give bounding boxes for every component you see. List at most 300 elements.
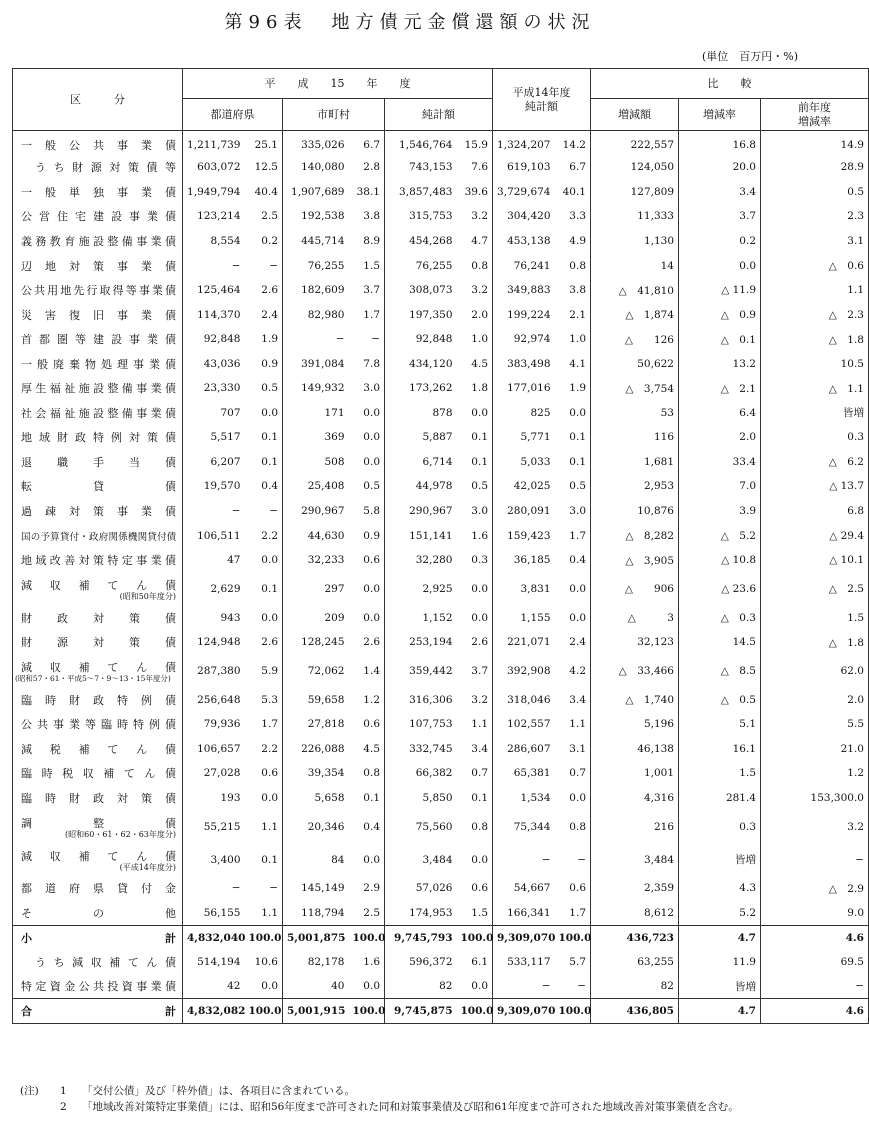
cell-h14: 392,908 [507, 664, 551, 677]
cell-mp: 0.0 [349, 450, 385, 475]
cell-muni: 445,714 [301, 234, 345, 247]
table-row [13, 572, 869, 605]
table-row [13, 974, 869, 999]
table-row [13, 548, 869, 573]
note-number: 2 [60, 1101, 67, 1113]
cell-prev: 1.2 [761, 761, 869, 786]
cell-hp: 4.1 [555, 351, 591, 376]
cell-mp: 2.5 [349, 901, 385, 926]
cell-np: 1.5 [457, 901, 493, 926]
cell-hp: 0.8 [555, 810, 591, 843]
row-label [13, 180, 183, 205]
cell-net: 596,372 [409, 956, 453, 969]
cell-rate: 3.4 [679, 180, 761, 205]
cell-rate: △ 0.3 [679, 605, 761, 630]
cell-np: 3.2 [457, 204, 493, 229]
cell-muni: 1,907,689 [291, 185, 345, 198]
cell-pref: − [231, 259, 241, 272]
cell-np: 2.6 [457, 630, 493, 655]
cell-pp: 0.5 [245, 376, 283, 401]
cell-hp: 14.2 [555, 131, 591, 156]
row-label [13, 605, 183, 630]
cell-muni: 5,658 [314, 791, 345, 804]
cell-hp: 0.0 [555, 401, 591, 426]
cell-net: 9,745,793 [385, 925, 457, 950]
cell-hp: 1.0 [555, 327, 591, 352]
row-label-text: 過疎対策事業債 [21, 504, 176, 518]
cell-np: 39.6 [457, 180, 493, 205]
cell-rate: 0.2 [679, 229, 761, 254]
cell-np: 3.2 [457, 278, 493, 303]
cell-chg: △ 126 [591, 327, 679, 352]
cell-net: 75,560 [415, 820, 453, 833]
row-label [13, 712, 183, 737]
table-row [13, 180, 869, 205]
row-label [13, 687, 183, 712]
cell-rate: 1.5 [679, 761, 761, 786]
cell-pref: 106,657 [197, 742, 241, 755]
cell-net: 316,306 [409, 693, 453, 706]
table-row [13, 131, 869, 156]
notes-mark: (注) [20, 1085, 39, 1097]
cell-h14: 318,046 [507, 693, 551, 706]
cell-hp: 3.1 [555, 737, 591, 762]
cell-hp: 6.7 [555, 155, 591, 180]
cell-mp: 7.8 [349, 351, 385, 376]
cell-chg: 116 [591, 425, 679, 450]
table-row [13, 523, 869, 548]
cell-h14: 76,241 [513, 259, 551, 272]
cell-np: 6.1 [457, 950, 493, 975]
row-label-text: うち財源対策債等 [35, 161, 176, 175]
row-label-text: 辺地対策事業債 [21, 259, 176, 273]
cell-h14: 75,344 [513, 820, 551, 833]
cell-pp: 0.0 [245, 974, 283, 999]
cell-prev: △ 10.1 [761, 548, 869, 573]
cell-rate: 4.7 [679, 999, 761, 1024]
cell-muni: 25,408 [307, 480, 345, 493]
cell-net: 32,280 [415, 554, 453, 567]
cell-np: 100.0 [457, 925, 493, 950]
cell-chg: 53 [591, 401, 679, 426]
cell-net: 2,925 [422, 582, 453, 595]
cell-prev: 皆増 [761, 401, 869, 426]
cell-chg: △ 8,282 [591, 523, 679, 548]
row-label [13, 654, 183, 687]
cell-h14: 3,729,674 [497, 185, 551, 198]
table-row [13, 901, 869, 926]
cell-pp: 2.6 [245, 630, 283, 655]
cell-prev: 1.5 [761, 605, 869, 630]
cell-h14: 280,091 [507, 504, 551, 517]
cell-pp: 1.1 [245, 810, 283, 843]
cell-mp: 1.5 [349, 253, 385, 278]
cell-muni: 182,609 [301, 284, 345, 297]
row-sublabel: (昭和57・61・平成5〜7・9〜13・15年度分) [15, 674, 171, 684]
repayment-table [12, 68, 869, 1024]
row-label-text: 国の予算貸付・政府関係機関貸付債 [21, 531, 176, 543]
cell-h14: 453,138 [507, 234, 551, 247]
cell-np: 3.2 [457, 687, 493, 712]
cell-net: 44,978 [415, 480, 453, 493]
cell-pp: 0.1 [245, 572, 283, 605]
row-label [13, 131, 183, 156]
cell-prev: 6.8 [761, 499, 869, 524]
cell-h14: 221,071 [507, 636, 551, 649]
row-label-text: 義務教育施設整備事業債 [21, 234, 176, 248]
cell-np: 0.8 [457, 810, 493, 843]
cell-mp: 0.6 [349, 548, 385, 573]
cell-net: 9,745,875 [385, 999, 457, 1024]
cell-hp: 1.1 [555, 712, 591, 737]
cell-muni: 171 [324, 406, 345, 419]
row-label [13, 843, 183, 876]
cell-mp: 38.1 [349, 180, 385, 205]
cell-np: 0.8 [457, 253, 493, 278]
row-label-text: 減収補てん債 [21, 849, 176, 863]
row-label [13, 278, 183, 303]
cell-pref: 92,848 [203, 333, 241, 346]
cell-chg: 82 [591, 974, 679, 999]
cell-hp: 0.4 [555, 548, 591, 573]
cell-hp: 1.9 [555, 376, 591, 401]
cell-net: 66,382 [415, 767, 453, 780]
cell-pref: 123,214 [197, 210, 241, 223]
cell-net: 454,268 [409, 234, 453, 247]
cell-h14: 1,324,207 [497, 139, 551, 152]
cell-net: 151,141 [409, 529, 453, 542]
row-label-text: 厚生福祉施設整備事業債 [21, 382, 176, 396]
cell-h14: 42,025 [513, 480, 551, 493]
cell-pp: 2.6 [245, 278, 283, 303]
row-label [13, 572, 183, 605]
cell-muni: 297 [324, 582, 345, 595]
cell-pp: 1.9 [245, 327, 283, 352]
cell-rate: 281.4 [679, 786, 761, 811]
table-row [13, 687, 869, 712]
header-municipality: 市町村 [283, 99, 385, 131]
cell-mp: 0.1 [349, 786, 385, 811]
row-label [13, 630, 183, 655]
cell-pp: 0.1 [245, 425, 283, 450]
table-row [13, 876, 869, 901]
cell-muni: 335,026 [301, 139, 345, 152]
cell-pref: 1,211,739 [187, 139, 241, 152]
cell-chg: 1,130 [591, 229, 679, 254]
cell-prev: 0.5 [761, 180, 869, 205]
cell-hp: 1.7 [555, 523, 591, 548]
cell-chg: △ 3,905 [591, 548, 679, 573]
cell-pp: 0.4 [245, 474, 283, 499]
cell-pref: 3,400 [210, 853, 241, 866]
cell-chg: 124,050 [591, 155, 679, 180]
table-row [13, 786, 869, 811]
row-label-text: 小計 [21, 931, 176, 945]
cell-np: 0.1 [457, 786, 493, 811]
cell-net: 253,194 [409, 636, 453, 649]
cell-prev: 5.5 [761, 712, 869, 737]
cell-chg: 216 [591, 810, 679, 843]
cell-pp: 25.1 [245, 131, 283, 156]
cell-mp: 1.7 [349, 302, 385, 327]
cell-pref: 4,832,040 [183, 925, 245, 950]
cell-muni: 290,967 [301, 504, 345, 517]
cell-chg: 32,123 [591, 630, 679, 655]
cell-muni: 118,794 [301, 906, 345, 919]
cell-net: 92,848 [415, 333, 453, 346]
cell-chg: 4,316 [591, 786, 679, 811]
cell-muni: 5,001,915 [283, 999, 349, 1024]
row-label-text: 転貸債 [21, 480, 176, 494]
cell-rate: 0.3 [679, 810, 761, 843]
cell-rate: 7.0 [679, 474, 761, 499]
cell-hp: 0.5 [555, 474, 591, 499]
cell-pref: 19,570 [203, 480, 241, 493]
cell-pref: 707 [220, 406, 241, 419]
cell-hp: 2.1 [555, 302, 591, 327]
cell-net: 1,152 [422, 611, 453, 624]
row-label-text: 公営住宅建設事業債 [21, 210, 176, 224]
cell-mp: 8.9 [349, 229, 385, 254]
row-label-text: 社会福祉施設整備事業債 [21, 406, 176, 420]
cell-chg: 46,138 [591, 737, 679, 762]
cell-prev: △ 0.6 [761, 253, 869, 278]
cell-hp: 100.0 [555, 925, 591, 950]
cell-pref: − [231, 882, 241, 895]
cell-chg: 1,001 [591, 761, 679, 786]
row-sublabel: (昭和50年度分) [119, 591, 176, 601]
cell-h14: 5,033 [520, 455, 551, 468]
cell-h14: 177,016 [507, 382, 551, 395]
cell-rate: △ 10.8 [679, 548, 761, 573]
row-label [13, 474, 183, 499]
cell-muni: 82,178 [307, 956, 345, 969]
cell-prev: 62.0 [761, 654, 869, 687]
cell-h14: 286,607 [507, 742, 551, 755]
cell-prev: 153,300.0 [761, 786, 869, 811]
cell-rate: 皆増 [679, 843, 761, 876]
cell-mp: 0.0 [349, 974, 385, 999]
cell-np: 0.0 [457, 605, 493, 630]
row-label-text: 財政対策債 [21, 611, 176, 625]
cell-pp: 2.2 [245, 523, 283, 548]
cell-hp: 0.6 [555, 876, 591, 901]
cell-hp: − [555, 843, 591, 876]
cell-rate: △ 11.9 [679, 278, 761, 303]
row-label [13, 876, 183, 901]
cell-h14: 533,117 [507, 956, 551, 969]
cell-muni: 149,932 [301, 382, 345, 395]
cell-mp: 0.0 [349, 572, 385, 605]
cell-chg: 11,333 [591, 204, 679, 229]
row-label-text: 合計 [21, 1005, 176, 1019]
cell-rate: 11.9 [679, 950, 761, 975]
header-category: 区 分 [13, 69, 183, 131]
cell-mp: 0.0 [349, 425, 385, 450]
cell-hp: 4.2 [555, 654, 591, 687]
cell-chg: 50,622 [591, 351, 679, 376]
cell-chg: △ 1,740 [591, 687, 679, 712]
cell-pref: 42 [227, 980, 241, 993]
cell-muni: 391,084 [301, 357, 345, 370]
cell-mp: 100.0 [349, 999, 385, 1024]
cell-prev: △ 6.2 [761, 450, 869, 475]
cell-pp: 2.2 [245, 737, 283, 762]
row-label-text: その他 [21, 906, 176, 920]
cell-prev: 1.1 [761, 278, 869, 303]
cell-prev: △ 2.3 [761, 302, 869, 327]
header-prefecture: 都道府県 [183, 99, 283, 131]
cell-h14: 1,155 [520, 611, 551, 624]
cell-hp: 4.9 [555, 229, 591, 254]
row-label-text: 一般単独事業債 [21, 185, 176, 199]
cell-h14: 92,974 [513, 333, 551, 346]
cell-prev: 2.3 [761, 204, 869, 229]
cell-mp: 0.8 [349, 761, 385, 786]
cell-muni: 20,346 [307, 820, 345, 833]
cell-rate: △ 8.5 [679, 654, 761, 687]
cell-pp: 0.1 [245, 843, 283, 876]
cell-h14: 199,224 [507, 308, 551, 321]
cell-rate: 4.7 [679, 925, 761, 950]
cell-np: 0.3 [457, 548, 493, 573]
cell-muni: 76,255 [307, 259, 345, 272]
cell-h14: 3,831 [520, 582, 551, 595]
cell-np: 3.4 [457, 737, 493, 762]
cell-net: 878 [432, 406, 453, 419]
cell-rate: 2.0 [679, 425, 761, 450]
cell-hp: 3.8 [555, 278, 591, 303]
cell-chg: △ 906 [591, 572, 679, 605]
row-label [13, 376, 183, 401]
cell-muni: 27,818 [307, 718, 345, 731]
cell-rate: 13.2 [679, 351, 761, 376]
cell-pref: 27,028 [203, 767, 241, 780]
cell-mp: 2.9 [349, 876, 385, 901]
cell-prev: 4.6 [761, 999, 869, 1024]
table-row [13, 499, 869, 524]
cell-net: 76,255 [415, 259, 453, 272]
cell-chg: △ 41,810 [591, 278, 679, 303]
cell-h14: 9,309,070 [493, 999, 555, 1024]
table-row [13, 401, 869, 426]
row-label-text: 都道府県貸付金 [21, 882, 176, 896]
cell-hp: 1.7 [555, 901, 591, 926]
cell-hp: 0.0 [555, 605, 591, 630]
cell-chg: △ 3 [591, 605, 679, 630]
row-label [13, 327, 183, 352]
cell-pp: 0.0 [245, 548, 283, 573]
cell-h14: − [541, 853, 551, 866]
cell-rate: 3.9 [679, 499, 761, 524]
cell-pp: 12.5 [245, 155, 283, 180]
cell-hp: 3.4 [555, 687, 591, 712]
row-label [13, 950, 183, 975]
cell-mp: 4.5 [349, 737, 385, 762]
cell-prev: 4.6 [761, 925, 869, 950]
cell-net: 3,857,483 [399, 185, 453, 198]
cell-h14: 166,341 [507, 906, 551, 919]
row-label-text: 臨時財政特例債 [21, 693, 176, 707]
cell-muni: 209 [324, 611, 345, 624]
cell-np: 0.5 [457, 474, 493, 499]
cell-pref: 1,949,794 [187, 185, 241, 198]
cell-pref: 79,936 [203, 718, 241, 731]
row-label-text: 調整債 [21, 816, 176, 830]
cell-pp: 1.1 [245, 901, 283, 926]
cell-muni: 40 [331, 980, 345, 993]
cell-hp: − [555, 974, 591, 999]
cell-net: 434,120 [409, 357, 453, 370]
cell-prev: − [761, 843, 869, 876]
row-label-text: 減税補てん債 [21, 742, 176, 756]
cell-net: 57,026 [415, 882, 453, 895]
cell-pref: 2,629 [210, 582, 241, 595]
cell-prev: 3.1 [761, 229, 869, 254]
row-sublabel: (昭和60・61・62・63年度分) [65, 829, 176, 839]
cell-mp: 0.5 [349, 474, 385, 499]
cell-hp: 5.7 [555, 950, 591, 975]
note-text: 「地域改善対策特定事業債」には、昭和56年度まで許可された同和対策事業債及び昭和61年度まで許可された地域改善対策事業債を含む。 [82, 1101, 739, 1113]
cell-pref: 603,072 [197, 161, 241, 174]
note-number: 1 [60, 1085, 67, 1097]
cell-pref: 114,370 [197, 308, 241, 321]
cell-prev: △ 1.8 [761, 327, 869, 352]
table-row [13, 843, 869, 876]
cell-chg: 3,484 [591, 843, 679, 876]
cell-hp: 0.0 [555, 786, 591, 811]
cell-np: 3.0 [457, 499, 493, 524]
table-row [13, 712, 869, 737]
cell-pref: 256,648 [197, 693, 241, 706]
row-label-text: 一般廃棄物処理事業債 [21, 357, 176, 371]
cell-hp: 0.8 [555, 253, 591, 278]
row-sublabel: (平成14年度分) [119, 862, 176, 872]
cell-np: 0.7 [457, 761, 493, 786]
cell-h14: 54,667 [513, 882, 551, 895]
cell-pref: 56,155 [203, 906, 241, 919]
cell-rate: 6.4 [679, 401, 761, 426]
header-comparison: 比 較 [591, 69, 869, 99]
table-row [13, 155, 869, 180]
cell-chg: 436,723 [591, 925, 679, 950]
table-row [13, 474, 869, 499]
cell-net: 359,442 [409, 664, 453, 677]
table-row [13, 302, 869, 327]
cell-np: 15.9 [457, 131, 493, 156]
cell-chg: △ 33,466 [591, 654, 679, 687]
cell-pp: − [245, 499, 283, 524]
cell-np: 4.7 [457, 229, 493, 254]
table-row [13, 737, 869, 762]
cell-h14: 36,185 [513, 554, 551, 567]
cell-pp: 5.9 [245, 654, 283, 687]
cell-h14: 349,883 [507, 284, 551, 297]
cell-prev: 28.9 [761, 155, 869, 180]
cell-prev: 0.3 [761, 425, 869, 450]
row-label [13, 925, 183, 950]
cell-pp: 1.7 [245, 712, 283, 737]
row-label-text: 減収補てん債 [21, 578, 176, 592]
cell-prev: △ 29.4 [761, 523, 869, 548]
cell-np: 0.0 [457, 843, 493, 876]
cell-hp: 40.1 [555, 180, 591, 205]
cell-net: 197,350 [409, 308, 453, 321]
cell-net: 5,887 [422, 431, 453, 444]
table-row [13, 761, 869, 786]
cell-hp: 0.1 [555, 425, 591, 450]
cell-h14: 825 [530, 406, 551, 419]
